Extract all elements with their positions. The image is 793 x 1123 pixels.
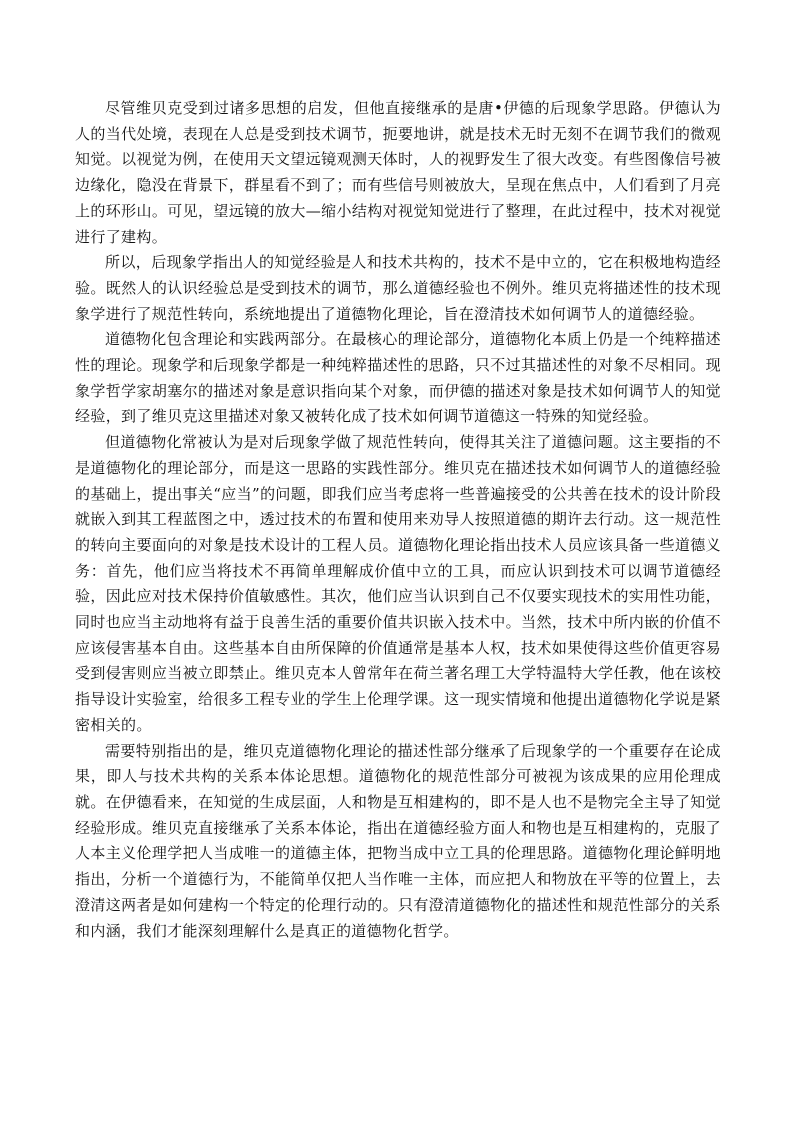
article-body <box>75 96 721 944</box>
paragraph-5: 需要特别指出的是，维贝克道德物化理论的描述性部分继承了后现象学的一个重要存在论成果，即人与技术共构的关系本体论思想。道德物化的规范性部分可被视为该成果的应用伦理成就。在伊德看来，在知觉的生成层面，人和物是互相建构的，即不是人也不是物完全主导了知觉经验形成。维贝克直接继承了关系本体论，指出在道德经验方面人和物也是互相建构的，克服了人本主义伦理学把人当成唯一的道德主体，把物当成中立工具的伦理思路。道德物化理论鲜明地指出，分析一个道德行为，不能简单仅把人当作唯一主体，而应把人和物放在平等的位置上，去澄清这两者是如何建构一个特定的伦理行动的。只有澄清道德物化的描述性和规范性部分的关系和内涵，我们才能深刻理解什么是真正的道德物化哲学。 <box>75 741 721 940</box>
paragraph-2: 所以，后现象学指出人的知觉经验是人和技术共构的，技术不是中立的，它在积极地构造经验。既然人的认识经验总是受到技术的调节，那么道德经验也不例外。维贝克将描述性的技术现象学进行了规范性转向，系统地提出了道德物化理论，旨在澄清技术如何调节人的道德经验。 <box>75 253 721 323</box>
paragraph-4: 但道德物化常被认为是对后现象学做了规范性转向，使得其关注了道德问题。这主要指的不是道德物化的理论部分，而是这一思路的实践性部分。维贝克在描述技术如何调节人的道德经验的基础上，提出事关“应当”的问题，即我们应当考虑将一些普遍接受的公共善在技术的设计阶段就嵌入到其工程蓝图之中，透过技术的布置和使用来劝导人按照道德的期许去行动。这一规范性的转向主要面向的对象是技术设计的工程人员。道德物化理论指出技术人员应该具备一些道德义务：首先，他们应当将技术不再简单理解成价值中立的工具，而应认识到技术可以调节道德经验，因此应对技术保持价值敏感性。其次，他们应当认识到自己不仅要实现技术的实用性功能，同时也应当主动地将有益于良善生活的重要价值共识嵌入技术中。当然，技术中所内嵌的价值不应该侵害基本自由。这些基本自由所保障的价值通常是基本人权，技术如果使得这些价值更容易受到侵害则应当被立即禁止。维贝克本人曾常年在荷兰著名理工大学特温特大学任教，他在该校指导设计实验室，给很多工程专业的学生上伦理学课。这一现实情境和他提出道德物化学说是紧密相关的。 <box>75 433 721 734</box>
paragraph-1: 尽管维贝克受到过诸多思想的启发，但他直接继承的是唐•伊德的后现象学思路。伊德认为人的当代处境，表现在人总是受到技术调节，扼要地讲，就是技术无时无刻不在调节我们的微观知觉。以视觉为例，在使用天文望远镜观测天体时，人的视野发生了很大改变。有些图像信号被边缘化，隐没在背景下，群星看不到了；而有些信号则被放大，呈现在焦点中，人们看到了月亮上的环形山。可见，望远镜的放大—缩小结构对视觉知觉进行了整理，在此过程中，技术对视觉进行了建构。 <box>75 99 721 246</box>
paragraph-3: 道德物化包含理论和实践两部分。在最核心的理论部分，道德物化本质上仍是一个纯粹描述性的理论。现象学和后现象学都是一种纯粹描述性的思路，只不过其描述性的对象不尽相同。现象学哲学家胡塞尔的描述对象是意识指向某个对象，而伊德的描述对象是技术如何调节人的知觉经验，到了维贝克这里描述对象又被转化成了技术如何调节道德这一特殊的知觉经验。 <box>75 330 721 426</box>
